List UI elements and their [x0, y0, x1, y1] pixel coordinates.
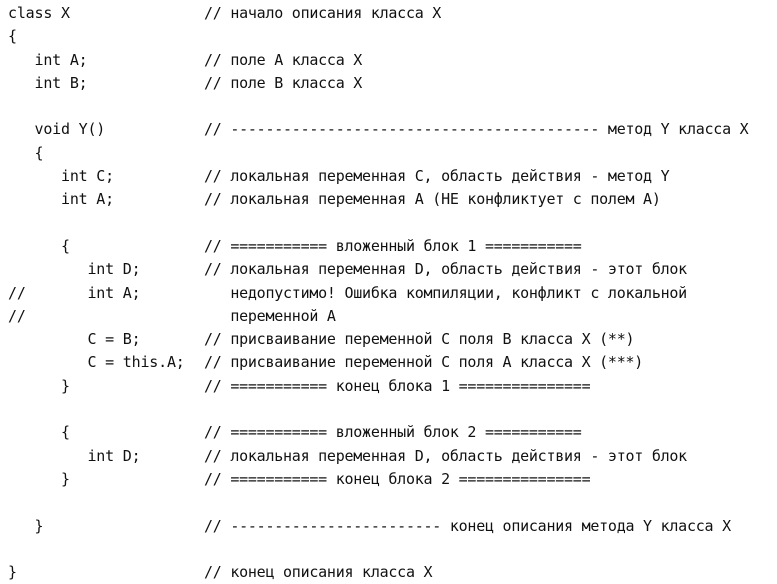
code-text: int B;	[8, 73, 88, 92]
code-text: int D;	[8, 260, 141, 279]
code-text: // int A;	[8, 283, 141, 302]
code-line	[8, 351, 773, 374]
comment-text: // локальная переменная A (НЕ конфликтует с полем A)	[204, 190, 661, 209]
code-line	[8, 25, 773, 48]
comment-text: // =========== вложенный блок 2 ===========	[204, 423, 582, 442]
comment-text: недопустимо! Ошибка компиляции, конфликт с локальной	[204, 283, 687, 302]
code-text: C = this.A;	[8, 353, 185, 372]
comment-text: // локальная переменная C, область действия - метод Y	[204, 167, 670, 186]
comment-text: // начало описания класса X	[204, 4, 442, 22]
code-text: int A;	[8, 190, 114, 209]
code-line	[8, 515, 773, 538]
comment-text: // поле A класса X	[204, 50, 363, 69]
code-text: C = B;	[8, 330, 141, 349]
comment-text: // ------------------------------------------ метод Y класса X	[204, 120, 749, 139]
comment-text: // =========== вложенный блок 1 ===========	[204, 236, 582, 255]
comment-text: // =========== конец блока 2 ===============	[204, 469, 591, 488]
comment-text: // поле B класса X	[204, 73, 363, 92]
code-line	[8, 375, 773, 398]
code-line	[8, 212, 773, 235]
code-line	[8, 282, 773, 305]
code-line	[8, 165, 773, 188]
code-line	[8, 235, 773, 258]
code-text: //	[8, 306, 26, 325]
code-line	[8, 468, 773, 491]
code-text: }	[8, 469, 70, 488]
code-line	[8, 538, 773, 561]
code-line	[8, 142, 773, 165]
code-listing	[8, 2, 773, 582]
code-line	[8, 95, 773, 118]
code-line	[8, 491, 773, 514]
comment-text: // локальная переменная D, область действия - этот блок	[204, 260, 687, 279]
code-line	[8, 398, 773, 421]
comment-text: // =========== конец блока 1 ===============	[204, 376, 591, 395]
code-line	[8, 445, 773, 468]
code-line	[8, 2, 773, 25]
code-text: int D;	[8, 446, 141, 465]
code-text: void Y()	[8, 120, 106, 139]
code-line	[8, 421, 773, 444]
code-text: {	[8, 423, 70, 442]
code-line	[8, 72, 773, 95]
code-line	[8, 561, 773, 584]
code-line	[8, 188, 773, 211]
code-line	[8, 305, 773, 328]
code-text: {	[8, 27, 17, 46]
comment-text: // присваивание переменной C поля A класса X (***)	[204, 353, 644, 372]
code-text: class X	[8, 4, 70, 22]
comment-text: // локальная переменная D, область действия - этот блок	[204, 446, 687, 465]
comment-text: // присваивание переменной C поля B класса X (**)	[204, 330, 635, 349]
code-text: }	[8, 376, 70, 395]
code-text: int C;	[8, 167, 114, 186]
code-text: {	[8, 143, 44, 162]
code-text: }	[8, 563, 17, 582]
code-line	[8, 328, 773, 351]
comment-text: // конец описания класса X	[204, 563, 433, 582]
code-text: int A;	[8, 50, 88, 69]
code-line	[8, 258, 773, 281]
comment-text: переменной A	[204, 306, 336, 325]
code-line	[8, 49, 773, 72]
code-text: {	[8, 236, 70, 255]
code-line	[8, 118, 773, 141]
code-text: }	[8, 516, 44, 535]
comment-text: // ------------------------ конец описания метода Y класса X	[204, 516, 731, 535]
